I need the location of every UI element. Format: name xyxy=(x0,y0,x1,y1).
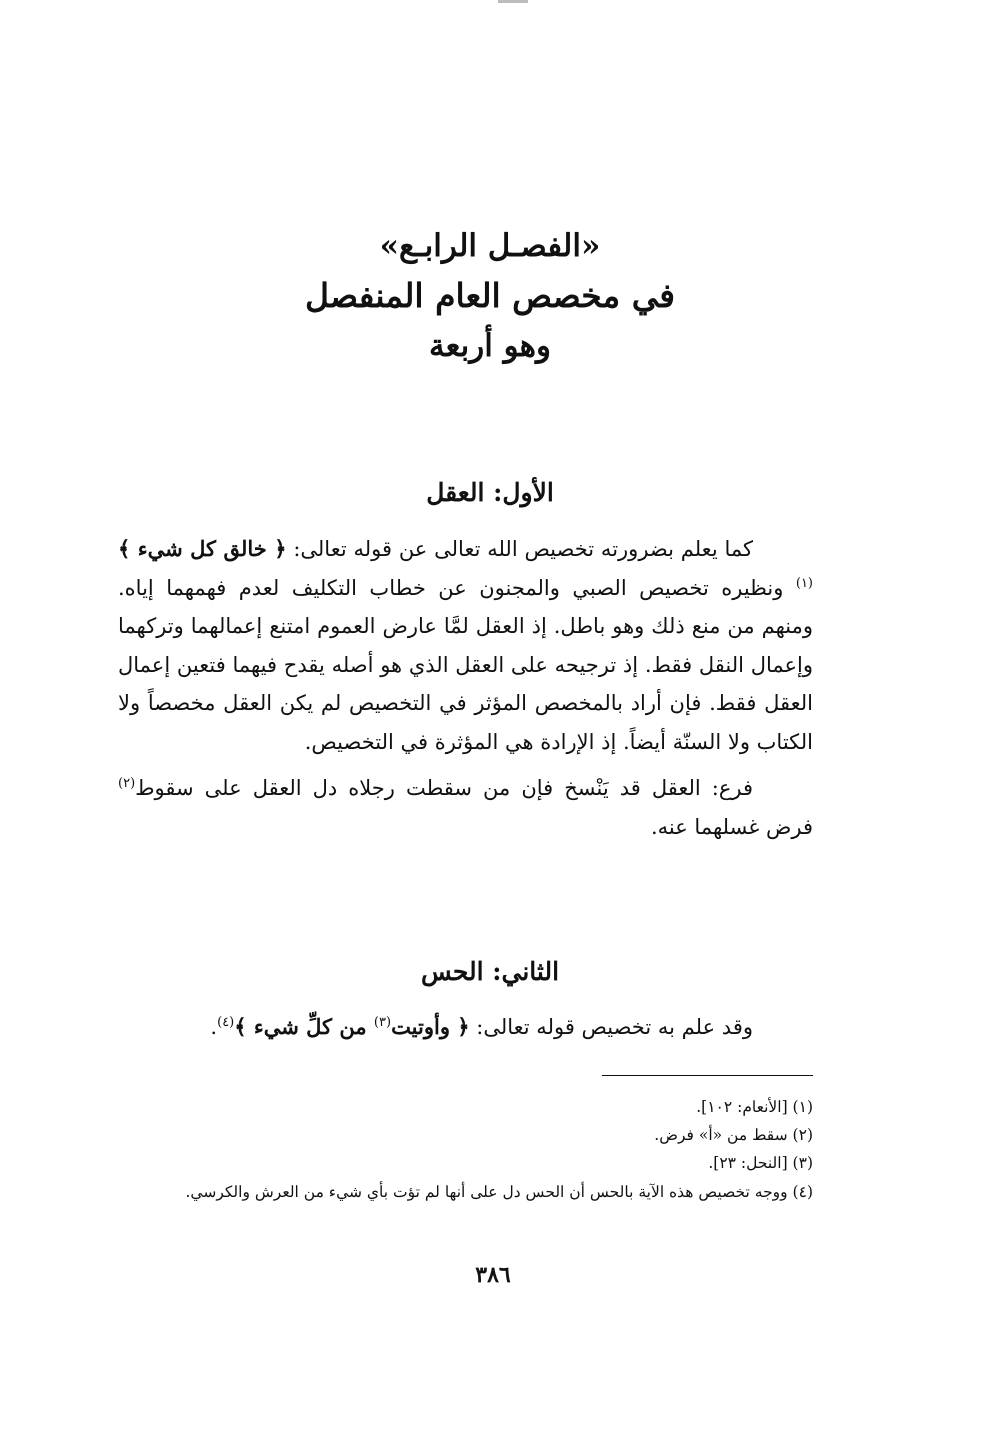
footnote-ref-4: (٤) xyxy=(217,1015,235,1030)
chapter-heading xyxy=(190,224,790,368)
footnote-ref-2: (٢) xyxy=(118,776,136,791)
quran-quote: ﴿ خالق كل شيء ﴾ xyxy=(118,536,287,561)
footnote-2: (٢) سقط من «أ» فرض. xyxy=(654,1126,813,1144)
branch-continuation: فرض غسلهما عنه. xyxy=(650,814,813,839)
section-body-reason xyxy=(118,530,813,846)
section-heading-reason: الأول: العقل xyxy=(426,478,554,507)
chapter-title: «الفصـل الرابـع» xyxy=(379,228,601,264)
chapter-count: وهو أربعة xyxy=(429,328,551,364)
quran-quote-end: من كلِّ شيء ﴾ xyxy=(234,1014,374,1039)
footnote-ref-1: (١) xyxy=(795,575,813,591)
footnotes xyxy=(118,1093,813,1207)
page-number: ٣٨٦ xyxy=(475,1262,511,1288)
top-edge-mark xyxy=(498,0,528,3)
sentence-end: . xyxy=(210,1015,218,1039)
paragraph-continuation: ونظيره تخصيص الصبي والمجنون عن خطاب التكليف لعدم فهمهما إياه. ومنهم من منع ذلك وهو باطل. إذ العقل لمَّا عارض العموم امتنع إعمالهما وتركهما وإعمال النقل فقط. إذ ترجيحه على العقل الذي هو أصله يقدح فيهما فتعين إعمال العقل فقط. فإن أراد بالمخصص المؤثر في التخصيص لم يكن العقل مخصصاً ولا الكتاب ولا السنّة أيضاً. إذ الإرادة هي المؤثرة في التخصيص. xyxy=(118,575,813,754)
branch-intro: فرع: العقل قد يَنْسخ فإن من سقطت رجلاه دل العقل على سقوط xyxy=(135,776,753,800)
paragraph-reason-specification xyxy=(118,530,813,761)
chapter-subtitle: في مخصص العام المنفصل xyxy=(305,276,675,315)
section-heading-senses: الثاني: الحس xyxy=(420,957,560,986)
footnote-4: (٤) ووجه تخصيص هذه الآية بالحس أن الحس دل على أنها لم تؤت بأي شيء من العرش والكرسي. xyxy=(185,1183,813,1201)
paragraph-intro: كما يعلم بضرورته تخصيص الله تعالى عن قوله تعالى: xyxy=(286,537,753,561)
paragraph-senses-specification xyxy=(118,1008,813,1047)
footnote-1: (١) [الأنعام: ١٠٢]. xyxy=(696,1098,813,1116)
paragraph-branch xyxy=(118,769,813,846)
quran-quote-start: ﴿ وأوتيت xyxy=(391,1014,470,1039)
section-body-senses xyxy=(118,1008,813,1047)
footnote-ref-3: (٣) xyxy=(373,1015,392,1030)
paragraph-intro: وقد علم به تخصيص قوله تعالى: xyxy=(469,1015,753,1039)
footnote-3: (٣) [النحل: ٢٣]. xyxy=(708,1154,813,1172)
footnote-separator xyxy=(602,1075,813,1076)
